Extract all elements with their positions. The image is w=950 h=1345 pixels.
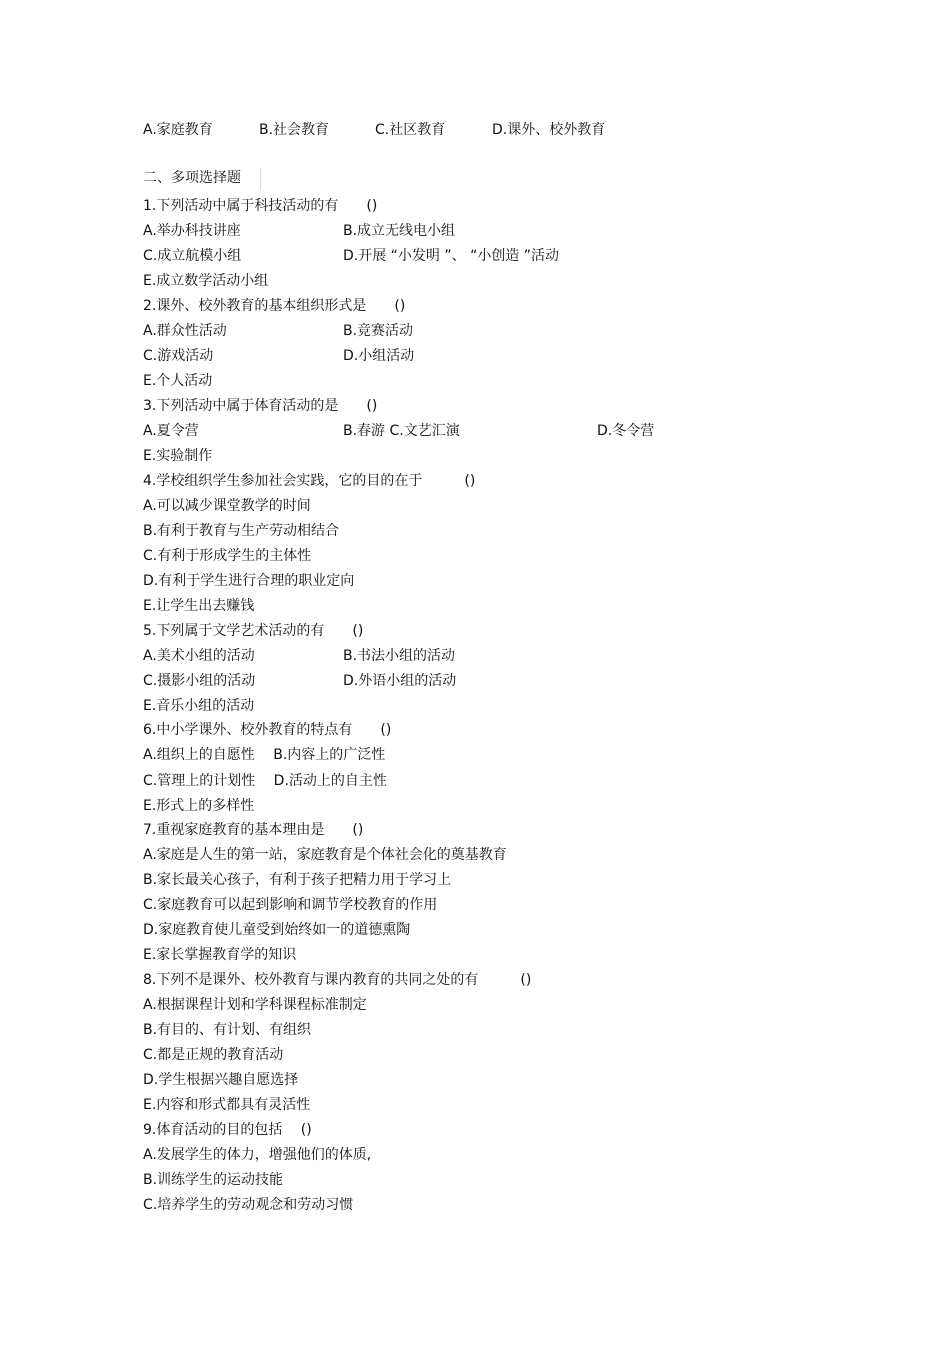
- q5-stem: 5.下列属于文学艺术活动的有 (): [143, 623, 364, 639]
- q9-option-a: A.发展学生的体力，增强他们的体质,: [143, 1147, 372, 1163]
- q1-stem: 1.下列活动中属于科技活动的有 (): [143, 198, 378, 214]
- q9-option-c: C.培养学生的劳动观念和劳动习惯: [143, 1197, 354, 1213]
- q5-option-b: B.书法小组的活动: [343, 648, 456, 664]
- q4-option-c: C.有利于形成学生的主体性: [143, 548, 312, 564]
- option-d: D.课外、校外教育: [492, 122, 606, 138]
- q2-option-e: E.个人活动: [143, 373, 213, 389]
- option-b: B.社会教育: [259, 122, 330, 138]
- q6-option-e: E.形式上的多样性: [143, 798, 255, 814]
- q8-option-b: B.有目的、有计划、有组织: [143, 1022, 312, 1038]
- q3-option-d: D.冬令营: [597, 423, 655, 439]
- q4-option-d: D.有利于学生进行合理的职业定向: [143, 573, 355, 589]
- q4-option-e: E.让学生出去赚钱: [143, 598, 255, 614]
- q1-option-d: D.开展 “小发明 ”、 “小创造 ”活动: [343, 248, 560, 264]
- q7-option-c: C.家庭教育可以起到影响和调节学校教育的作用: [143, 897, 438, 913]
- q3-stem: 3.下列活动中属于体育活动的是 (): [143, 398, 378, 414]
- q5-option-c: C.摄影小组的活动: [143, 673, 256, 689]
- q7-option-a: A.家庭是人生的第一站，家庭教育是个体社会化的奠基教育: [143, 847, 507, 863]
- q4-stem: 4.学校组织学生参加社会实践，它的目的在于 (): [143, 473, 476, 489]
- q1-option-a: A.举办科技讲座: [143, 223, 241, 239]
- option-a: A.家庭教育: [143, 122, 213, 138]
- q7-option-d: D.家庭教育使儿童受到始终如一的道德熏陶: [143, 922, 411, 938]
- q2-option-c: C.游戏活动: [143, 348, 214, 364]
- q8-option-a: A.根据课程计划和学科课程标准制定: [143, 997, 367, 1013]
- option-c: C.社区教育: [375, 122, 446, 138]
- q9-stem: 9.体育活动的目的包括 (): [143, 1122, 312, 1138]
- q5-option-a: A.美术小组的活动: [143, 648, 255, 664]
- q3-option-bc: B.春游 C.文艺汇演: [343, 423, 460, 439]
- q4-option-b: B.有利于教育与生产劳动相结合: [143, 523, 340, 539]
- q7-stem: 7.重视家庭教育的基本理由是 (): [143, 822, 364, 838]
- q7-option-e: E.家长掌握教育学的知识: [143, 947, 297, 963]
- q1-option-e: E.成立数学活动小组: [143, 273, 269, 289]
- q6-option-ab: A.组织上的自愿性 B.内容上的广泛性: [143, 747, 386, 763]
- q6-stem: 6.中小学课外、校外教育的特点有 (): [143, 722, 392, 738]
- q1-option-c: C.成立航模小组: [143, 248, 242, 264]
- q3-option-a: A.夏令营: [143, 423, 199, 439]
- q9-option-b: B.训练学生的运动技能: [143, 1172, 284, 1188]
- section-title: 二、多项选择题: [143, 170, 241, 186]
- q7-option-b: B.家长最关心孩子，有利于孩子把精力用于学习上: [143, 872, 452, 888]
- q6-option-cd: C.管理上的计划性 D.活动上的自主性: [143, 773, 387, 789]
- q2-stem: 2.课外、校外教育的基本组织形式是 (): [143, 298, 406, 314]
- q8-stem: 8.下列不是课外、校外教育与课内教育的共同之处的有 (): [143, 972, 532, 988]
- q8-option-d: D.学生根据兴趣自愿选择: [143, 1072, 299, 1088]
- q4-option-a: A.可以减少课堂教学的时间: [143, 498, 311, 514]
- q1-option-b: B.成立无线电小组: [343, 223, 456, 239]
- q8-option-c: C.都是正规的教育活动: [143, 1047, 284, 1063]
- q3-option-e: E.实验制作: [143, 448, 213, 464]
- q2-option-a: A.群众性活动: [143, 323, 227, 339]
- q5-option-d: D.外语小组的活动: [343, 673, 457, 689]
- q2-option-b: B.竞赛活动: [343, 323, 414, 339]
- q5-option-e: E.音乐小组的活动: [143, 698, 255, 714]
- q2-option-d: D.小组活动: [343, 348, 415, 364]
- q8-option-e: E.内容和形式都具有灵活性: [143, 1097, 311, 1113]
- divider: [260, 168, 261, 190]
